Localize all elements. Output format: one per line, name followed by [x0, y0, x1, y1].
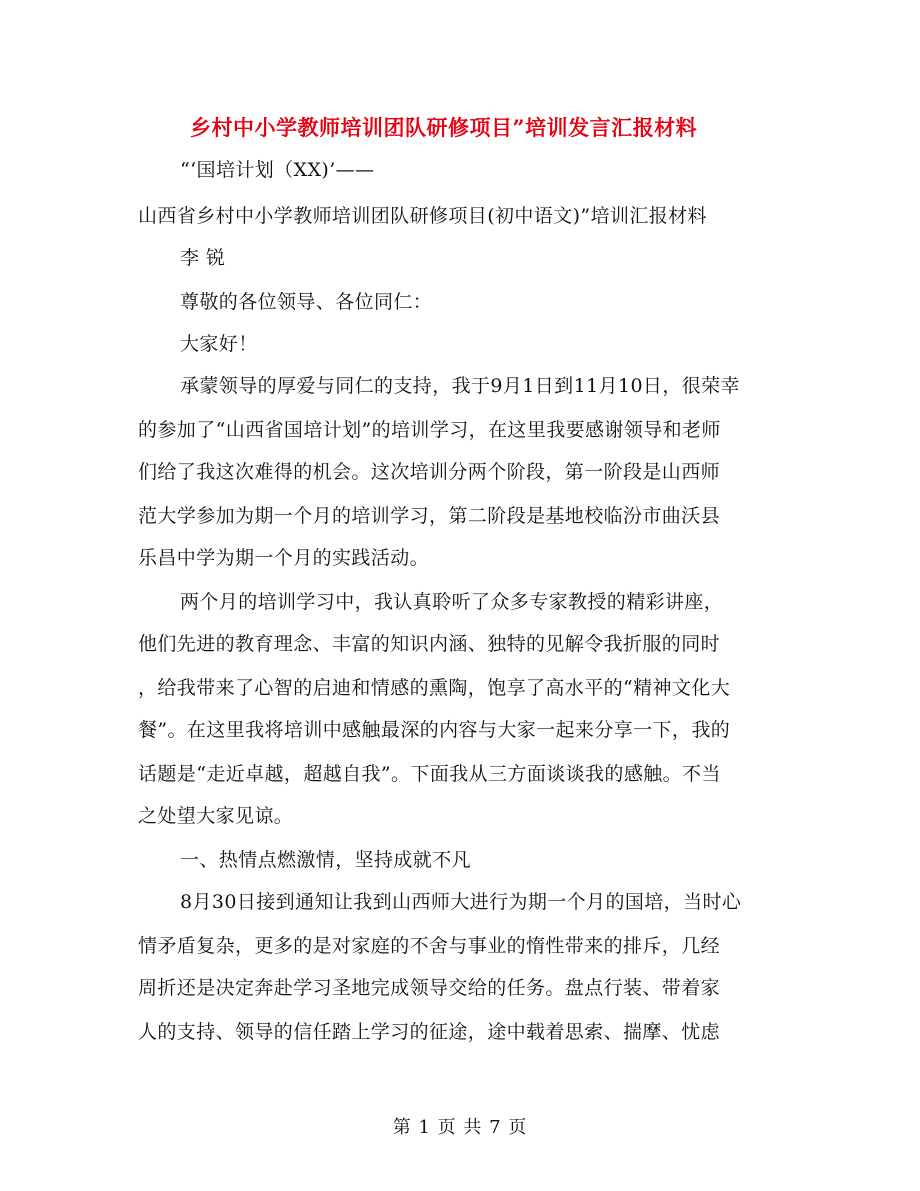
text-line: 承蒙领导的厚爱与同仁的支持，我于9月1日到11月10日，很荣幸	[180, 375, 740, 397]
text-line: “‘国培计划（XX)’——	[180, 159, 375, 181]
text-line: 话题是“走近卓越，超越自我”。下面我从三方面谈谈我的感触。不当	[138, 763, 721, 785]
text-line: 周折还是决定奔赴学习圣地完成领导交给的任务。盘点行装、带着家	[138, 977, 721, 999]
greeting-line: 大家好！	[180, 333, 258, 355]
text-line: 乐昌中学为期一个月的实践活动。	[138, 547, 430, 569]
text-line: 两个月的培训学习中，我认真聆听了众多专家教授的精彩讲座，	[180, 591, 724, 613]
text-line: 山西省乡村中小学教师培训团队研修项目(初中语文)”培训汇报材料	[138, 205, 707, 227]
text-line: 之处望大家见谅。	[138, 805, 294, 827]
page-number-footer: 第 1 页 共 7 页	[392, 1117, 528, 1138]
text-line: 8月30日接到通知让我到山西师大进行为期一个月的国培，当时心	[180, 891, 742, 913]
section-heading: 一、热情点燃激情，坚持成就不凡	[180, 849, 472, 871]
greeting-line: 尊敬的各位领导、各位同仁：	[180, 291, 433, 313]
text-line: 人的支持、领导的信任踏上学习的征途，途中载着思索、揣摩、忧虑	[138, 1021, 721, 1043]
document-title: 乡村中小学教师培训团队研修项目”培训发言汇报材料	[190, 115, 698, 140]
text-line: 们给了我这次难得的机会。这次培训分两个阶段，第一阶段是山西师	[138, 461, 721, 483]
text-line: 范大学参加为期一个月的培训学习，第二阶段是基地校临汾市曲沃县	[138, 505, 721, 527]
text-line: 餐”。在这里我将培训中感触最深的内容与大家一起来分享一下，我的	[138, 719, 731, 741]
text-line: 的参加了“山西省国培计划”的培训学习，在这里我要感谢领导和老师	[138, 419, 721, 441]
author-line: 李 锐	[180, 247, 226, 269]
text-line: 他们先进的教育理念、丰富的知识内涵、独特的见解令我折服的同时	[138, 633, 721, 655]
text-line: 情矛盾复杂，更多的是对家庭的不舍与事业的惰性带来的排斥，几经	[138, 935, 721, 957]
text-line: ，给我带来了心智的启迪和情感的熏陶，饱享了高水平的“精神文化大	[138, 677, 731, 699]
